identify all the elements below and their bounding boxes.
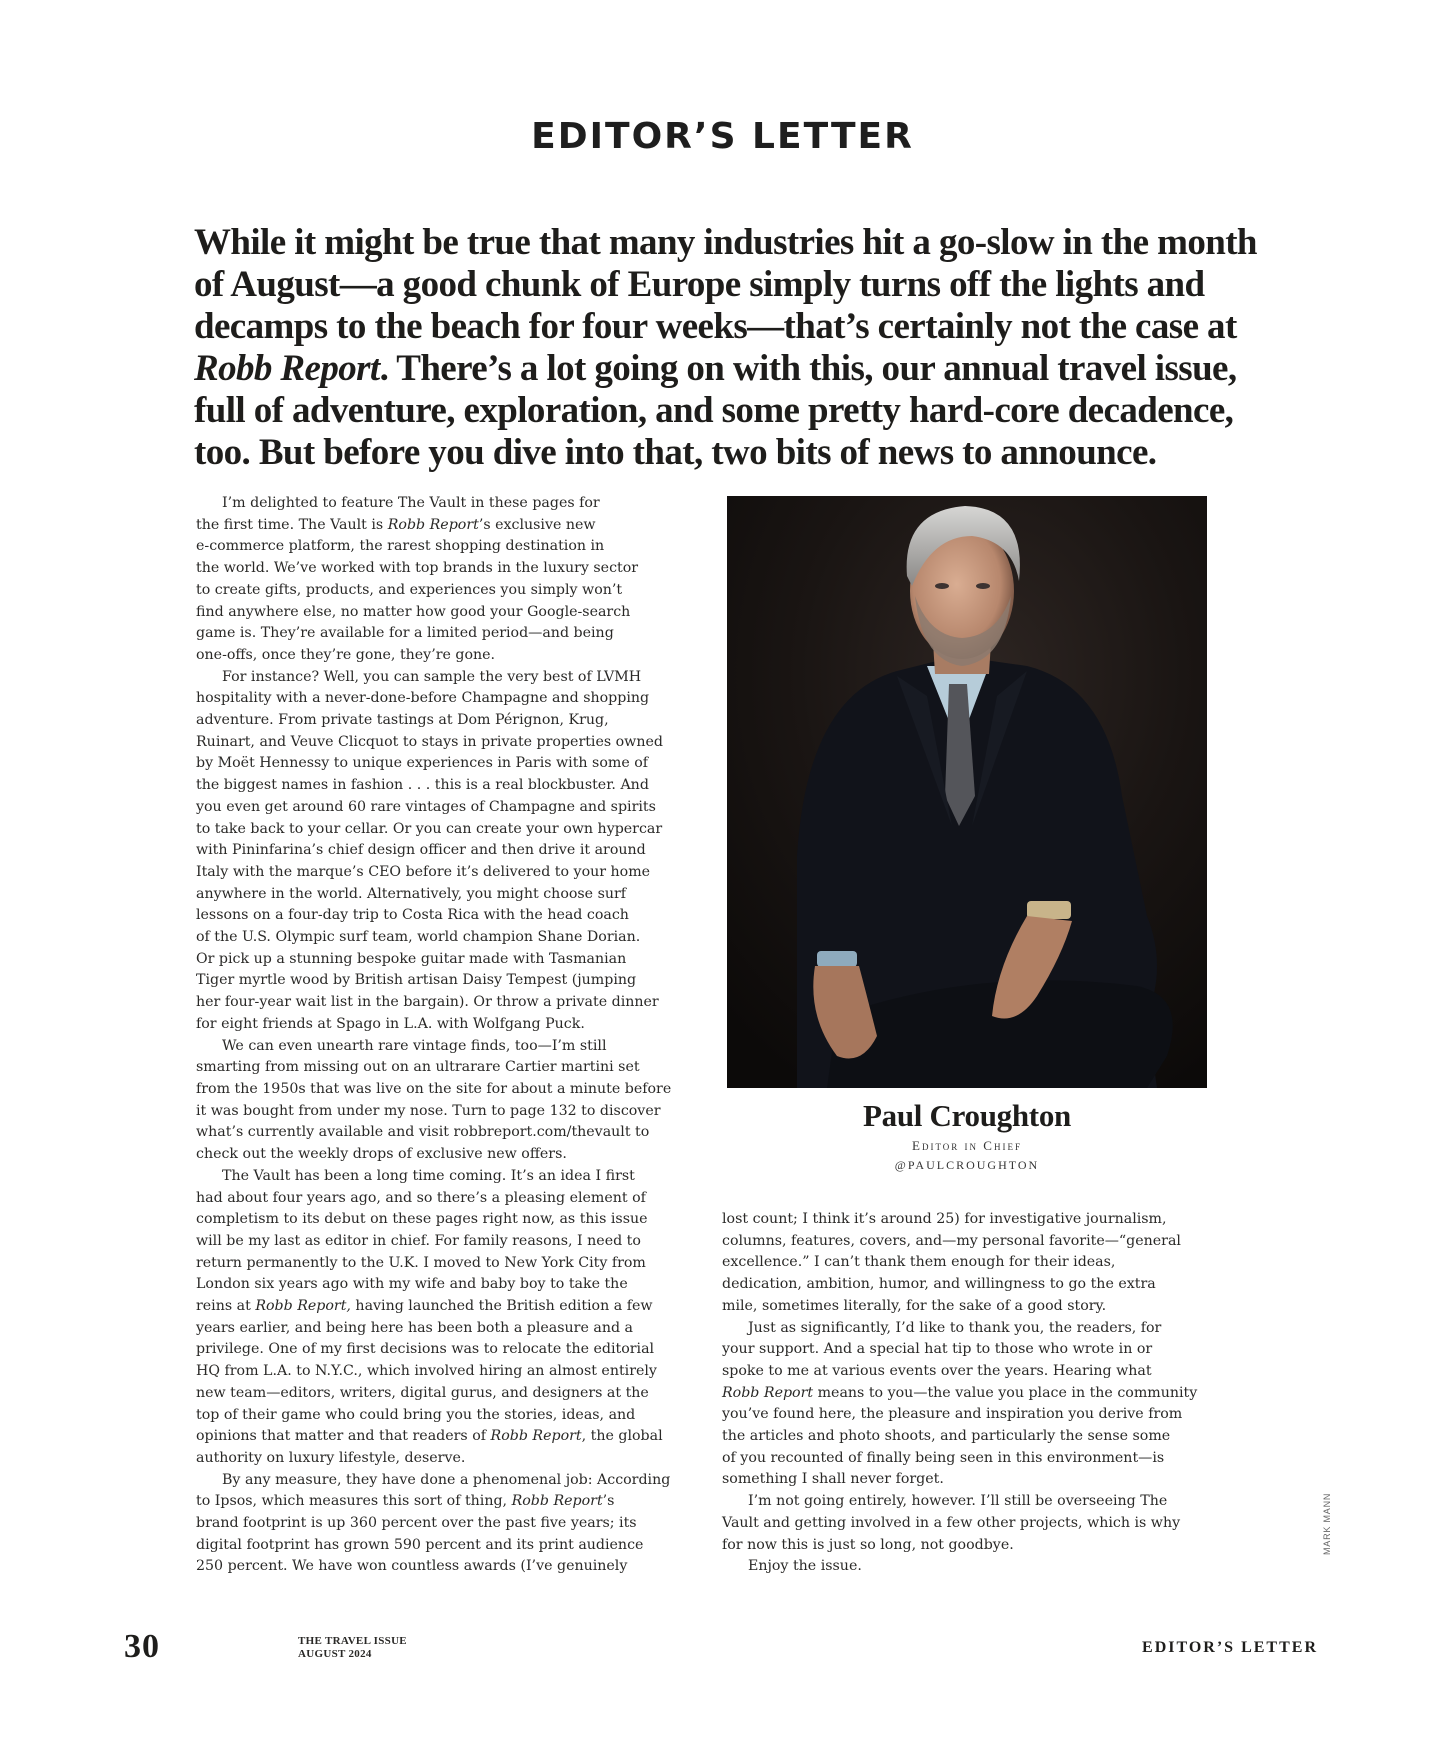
body-line: lost count; I think it’s around 25) for investigative journalism, [722, 1211, 1167, 1227]
body-line: mile, sometimes literally, for the sake of a good story. [722, 1297, 1107, 1314]
body-line: you even get around 60 rare vintages of Champagne and spirits [196, 798, 656, 815]
deck-line: While it might be true that many industries hit a go-slow in the month [194, 222, 1257, 263]
body-line: excellence.” I can’t thank them enough for their ideas, [722, 1254, 1116, 1271]
body-line: columns, features, covers, and—my personal favorite—“general [722, 1232, 1181, 1249]
publication-name: Robb Report [722, 1384, 814, 1401]
body-line: you’ve found here, the pleasure and inspiration you derive from [722, 1406, 1183, 1423]
body-line: your support. And a special hat tip to those who wrote in or [722, 1341, 1153, 1358]
publication-name: Robb Report [490, 1428, 582, 1445]
body-line: by Moët Hennessy to unique experiences in Paris with some of [196, 755, 649, 772]
publication-name: Robb Report [387, 516, 479, 533]
body-line: to create gifts, products, and experiences you simply won’t [196, 581, 623, 598]
section-title: EDITOR’S LETTER [531, 116, 914, 157]
deck-line: Robb Report. There’s a lot going on with this, our annual travel issue, [194, 348, 1237, 389]
body-line: Vault and getting involved in a few other projects, which is why [722, 1514, 1181, 1531]
body-line: the articles and photo shoots, and particularly the sense some [722, 1428, 1171, 1445]
body-line: years earlier, and being here has been both a pleasure and a [196, 1319, 634, 1336]
body-line: Just as significantly, I’d like to thank you, the readers, for [748, 1319, 1162, 1336]
body-line: to Ipsos, which measures this sort of thing, Robb Report’s [196, 1493, 615, 1510]
body-line: I’m not going entirely, however. I’ll still be overseeing The [748, 1493, 1168, 1510]
body-line: Italy with the marque’s CEO before it’s delivered to your home [196, 863, 651, 880]
body-column-left [196, 493, 686, 1578]
body-line: Tiger myrtle wood by British artisan Daisy Tempest (jumping [196, 972, 637, 989]
body-line: We can even unearth rare vintage finds, too—I’m still [222, 1037, 607, 1054]
deck-line: too. But before you dive into that, two bits of news to announce. [194, 432, 1157, 473]
body-line: authority on luxury lifestyle, deserve. [196, 1449, 466, 1466]
body-line: adventure. From private tastings at Dom Pérignon, Krug, [196, 712, 609, 729]
issue-title: THE TRAVEL ISSUE [298, 1635, 407, 1647]
body-line: the first time. The Vault is Robb Report’s exclusive new [196, 516, 596, 533]
body-line: from the 1950s that was live on the site for about a minute before [196, 1080, 672, 1097]
body-line: had about four years ago, and so there’s a pleasing element of [196, 1189, 646, 1206]
body-line: HQ from L.A. to N.Y.C., which involved hiring an almost entirely [196, 1363, 657, 1380]
body-line: one-offs, once they’re gone, they’re gone. [196, 646, 496, 663]
body-line: Robb Report means to you—the value you place in the community [722, 1384, 1198, 1401]
body-line: find anywhere else, no matter how good your Google-search [196, 603, 631, 620]
body-line: The Vault has been a long time coming. It’s an idea I first [222, 1167, 635, 1184]
running-section-title: EDITOR’S LETTER [1142, 1639, 1318, 1656]
body-line: 250 percent. We have won countless awards (I’ve genuinely [196, 1558, 628, 1575]
issue-info [298, 1635, 407, 1661]
body-line: it was bought from under my nose. Turn to page 132 to discover [196, 1102, 661, 1119]
body-line: the world. We’ve worked with top brands in the luxury sector [196, 560, 639, 577]
body-line: will be my last as editor in chief. For family reasons, I need to [196, 1232, 641, 1249]
body-line: opinions that matter and that readers of Robb Report, the global [196, 1428, 663, 1445]
body-line: spoke to me at various events over the years. Hearing what [722, 1362, 1152, 1379]
body-line: completism to its debut on these pages right now, as this issue [196, 1211, 648, 1228]
body-line: reins at Robb Report, having launched the British edition a few [196, 1298, 653, 1315]
body-line: what’s currently available and visit robbreport.com/thevault to [196, 1124, 650, 1141]
editor-name: Paul Croughton [863, 1098, 1071, 1133]
body-line: new team—editors, writers, digital gurus, and designers at the [196, 1384, 649, 1401]
body-line: for now this is just so long, not goodbye. [722, 1536, 1014, 1553]
body-line: the biggest names in fashion . . . this is a real blockbuster. And [196, 777, 649, 794]
body-line: something I shall never forget. [722, 1471, 944, 1488]
body-line: Or pick up a stunning bespoke guitar made with Tasmanian [196, 950, 627, 967]
body-line: For instance? Well, you can sample the very best of LVMH [222, 668, 642, 685]
editor-social-handle: @PAULCROUGHTON [894, 1158, 1040, 1172]
publication-name: Robb Report, [255, 1298, 351, 1315]
publication-name: Robb Report [511, 1493, 603, 1510]
body-line: Enjoy the issue. [748, 1558, 862, 1575]
body-line: return permanently to the U.K. I moved to New York City from [196, 1254, 646, 1271]
body-line: her four-year wait list in the bargain). Or throw a private dinner [196, 994, 659, 1011]
body-line: e-commerce platform, the rarest shopping destination in [196, 538, 605, 555]
deck-line: decamps to the beach for four weeks—that’s certainly not the case at [194, 306, 1237, 347]
body-line: for eight friends at Spago in L.A. with Wolfgang Puck. [196, 1015, 585, 1032]
body-line: lessons on a four-day trip to Costa Rica with the head coach [196, 907, 629, 924]
issue-date: AUGUST 2024 [298, 1648, 372, 1660]
body-line: anywhere in the world. Alternatively, you might choose surf [196, 885, 627, 902]
body-line: game is. They’re available for a limited period—and being [196, 625, 614, 642]
body-line: to take back to your cellar. Or you can create your own hypercar [196, 820, 663, 837]
body-line: of you recounted of finally being seen in this environment—is [722, 1449, 1165, 1466]
body-line: smarting from missing out on an ultrarare Cartier martini set [196, 1059, 640, 1076]
deck-intro [194, 222, 1257, 474]
body-line: London six years ago with my wife and baby boy to take the [196, 1276, 628, 1293]
body-line: Ruinart, and Veuve Clicquot to stays in private properties owned [196, 733, 663, 750]
portrait-caption [727, 1098, 1207, 1173]
publication-name: Robb Report [194, 348, 380, 389]
editor-role: Editor in Chief [912, 1138, 1022, 1153]
deck-line: of August—a good chunk of Europe simply turns off the lights and [194, 264, 1205, 305]
body-line: By any measure, they have done a phenomenal job: According [222, 1471, 671, 1488]
body-line: brand footprint is up 360 percent over the past five years; its [196, 1515, 637, 1532]
body-line: check out the weekly drops of exclusive new offers. [196, 1146, 567, 1163]
body-line: digital footprint has grown 590 percent and its print audience [196, 1536, 644, 1553]
photo-credit: MARK MANN [1322, 1492, 1332, 1555]
portrait-image-icon [727, 496, 1207, 1088]
page-number: 30 [124, 1628, 160, 1665]
body-line: privilege. One of my first decisions was to relocate the editorial [196, 1341, 655, 1358]
body-line: of the U.S. Olympic surf team, world champion Shane Dorian. [196, 929, 641, 946]
deck-line: full of adventure, exploration, and some pretty hard-core decadence, [194, 390, 1234, 431]
editor-portrait [727, 496, 1207, 1088]
body-line: with Pininfarina’s chief design officer and then drive it around [196, 842, 646, 859]
body-line: top of their game who could bring you the stories, ideas, and [196, 1406, 636, 1423]
body-line: I’m delighted to feature The Vault in these pages for [222, 495, 600, 511]
body-column-right [722, 1209, 1212, 1578]
body-line: hospitality with a never-done-before Champagne and shopping [196, 690, 650, 707]
body-line: dedication, ambition, humor, and willingness to go the extra [722, 1276, 1156, 1293]
